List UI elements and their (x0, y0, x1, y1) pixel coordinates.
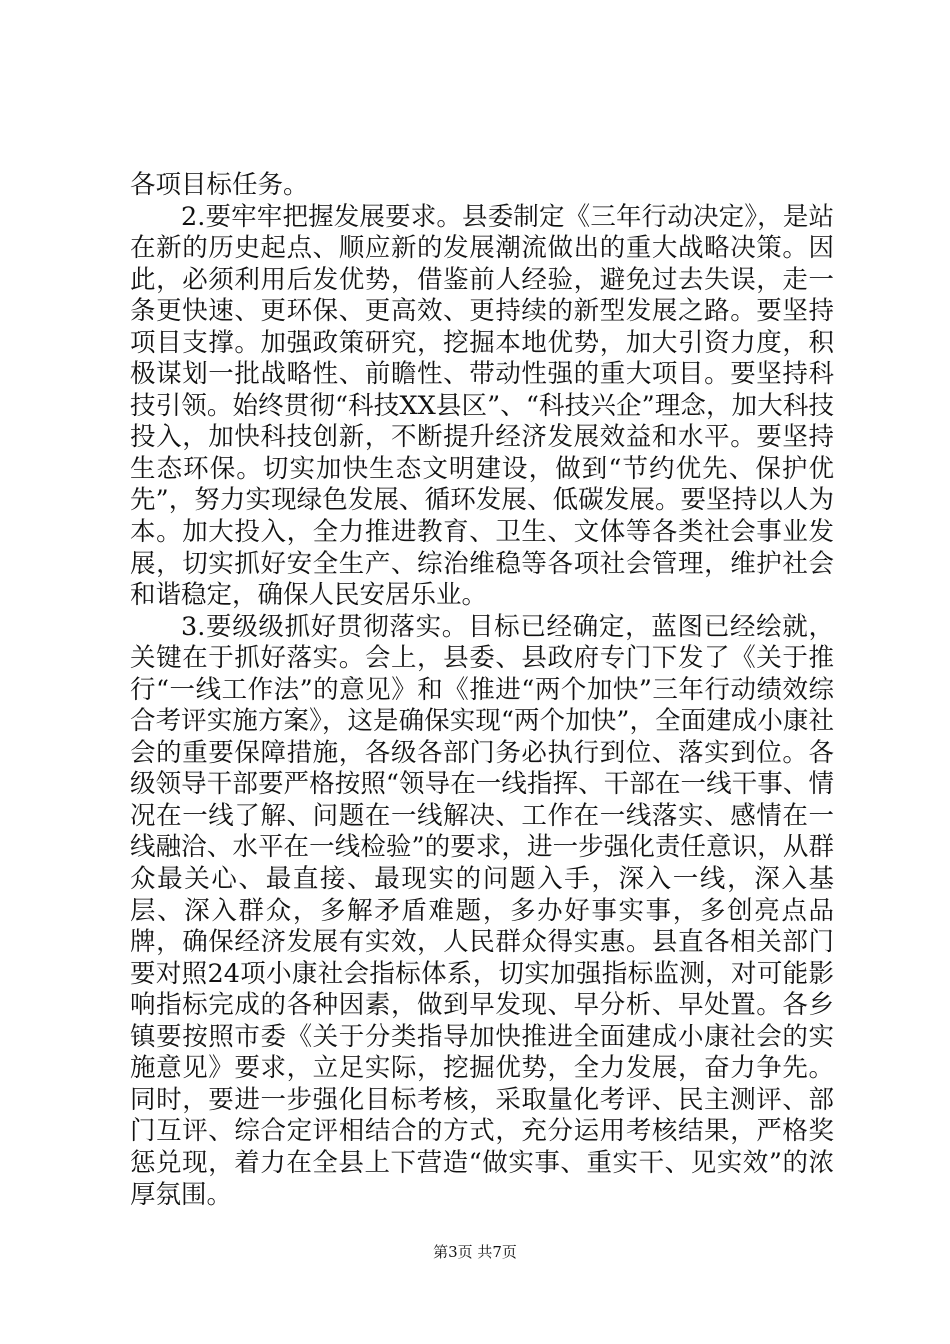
paragraph-development-requirements: 2.要牢牢把握发展要求。县委制定《三年行动决定》，是站在新的历史起点、顺应新的发展潮流做出的重大战略决策。因此，必须利用后发优势，借鉴前人经验，避免过去失误，走一条更快速、更环保、更高效、更持续的新型发展之路。要坚持项目支撑。加强政策研究，挖掘本地优势，加大引资力度，积极谋划一批战略性、前瞻性、带动性强的重大项目。要坚持科技引领。始终贯彻“科技XX县区”、“科技兴企”理念，加大科技投入，加快科技创新，不断提升经济发展效益和水平。要坚持生态环保。切实加快生态文明建设，做到“节约优先、保护优先”，努力实现绿色发展、循环发展、低碳发展。要坚持以人为本。加大投入，全力推进教育、卫生、文体等各类社会事业发展，切实抓好安全生产、综治维稳等各项社会管理，维护社会和谐稳定，确保人民安居乐业。 (130, 201, 834, 611)
paragraph-implementation: 3.要级级抓好贯彻落实。目标已经确定，蓝图已经绘就，关键在于抓好落实。会上，县委、县政府专门下发了《关于推行“一线工作法”的意见》和《推进“两个加快”三年行动绩效综合考评实施方案》，这是确保实现“两个加快”，全面建成小康社会的重要保障措施，各级各部门务必执行到位、落实到位。各级领导干部要严格按照“领导在一线指挥、干部在一线干事、情况在一线了解、问题在一线解决、工作在一线落实、感情在一线融洽、水平在一线检验”的要求，进一步强化责任意识，从群众最关心、最直接、最现实的问题入手，深入一线，深入基层、深入群众，多解矛盾难题，多办好事实事，多创亮点品牌，确保经济发展有实效，人民群众得实惠。县直各相关部门要对照24项小康社会指标体系，切实加强指标监测，对可能影响指标完成的各种因素，做到早发现、早分析、早处置。各乡镇要按照市委《关于分类指导加快推进全面建成小康社会的实施意见》要求，立足实际，挖掘优势，全力发展，奋力争先。同时，要进一步强化目标考核，采取量化考评、民主测评、部门互评、综合定评相结合的方式，充分运用考核结果，严格奖惩兑现，着力在全县上下营造“做实事、重实干、见实效”的浓厚氛围。 (130, 611, 834, 1210)
page-footer: 第3页 共7页 (433, 1243, 517, 1261)
paragraph-continuation: 各项目标任务。 (130, 170, 309, 200)
document-body (130, 170, 834, 1211)
